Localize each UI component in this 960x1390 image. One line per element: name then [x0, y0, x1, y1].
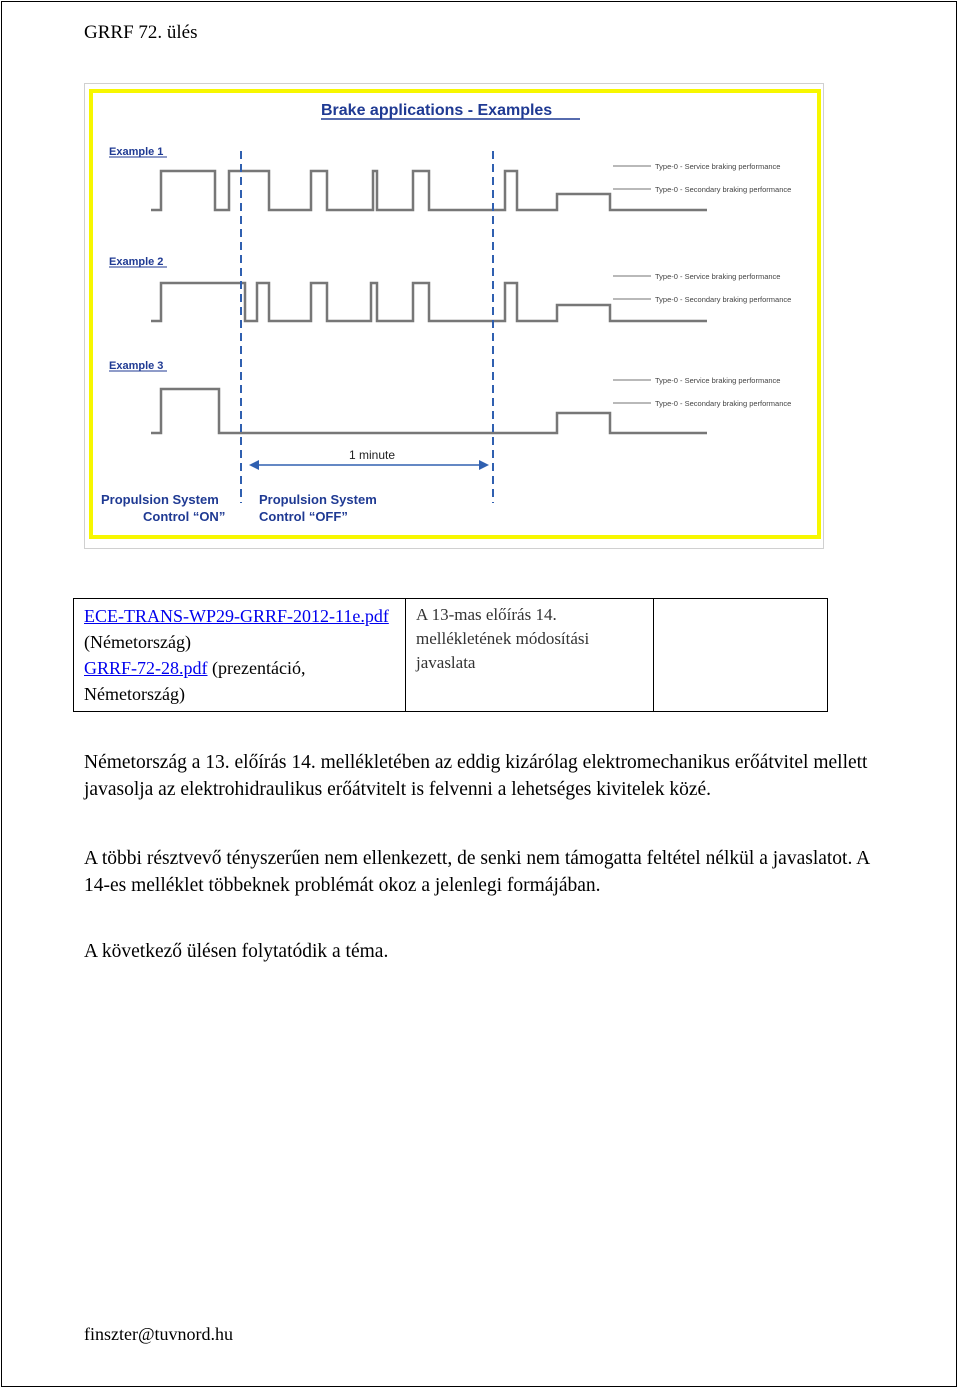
reference-table	[73, 598, 828, 712]
reference-row	[74, 599, 828, 712]
example-2-label: Example 2	[109, 256, 164, 268]
paragraph-3: A következő ülésen folytatódik a téma.	[84, 941, 389, 962]
example-3-signal	[151, 389, 707, 433]
extra-cell	[654, 599, 828, 712]
brake-applications-figure	[84, 83, 824, 549]
propulsion-on-line-2: Control “ON”	[143, 509, 226, 524]
example-3-label: Example 3	[109, 360, 164, 372]
example-3-legend-service: Type-0 - Service braking performance	[655, 376, 781, 385]
example-1-legend-service: Type-0 - Service braking performance	[655, 162, 781, 171]
paragraph-2: A többi résztvevő tényszerűen nem ellenkezett, de senki nem támogatta feltétel nélkül a javaslatot. A 14-es melléklet többeknek problémát okoz a jelenlegi formájában.	[84, 848, 870, 896]
example-1-signal	[151, 171, 707, 210]
footer-email: finszter@tuvnord.hu	[84, 1324, 234, 1344]
doc2-link[interactable]: GRRF-72-28.pdf	[84, 658, 208, 678]
subject-text: A 13-mas előírás 14. mellékletének módosítási javaslata	[416, 605, 590, 672]
propulsion-on-line-1: Propulsion System	[101, 492, 219, 507]
paragraph-1: Németország a 13. előírás 14. mellékletében az eddig kizárólag elektromechanikus erőátvitel mellett javasolja az elektrohidraulikus erőátvitelt is felvenni a lehetséges kivitelek közé.	[84, 752, 868, 800]
example-2-signal	[151, 283, 707, 321]
propulsion-off-line-2: Control “OFF”	[259, 509, 348, 524]
page-header: GRRF 72. ülés	[84, 22, 198, 43]
figure-frame	[89, 89, 821, 539]
doc1-link[interactable]: ECE-TRANS-WP29-GRRF-2012-11e.pdf	[84, 606, 389, 626]
subject-cell	[406, 599, 654, 712]
example-2-legend-secondary: Type-0 - Secondary braking performance	[655, 295, 792, 304]
figure-title: Brake applications - Examples	[321, 102, 553, 119]
propulsion-off-line-1: Propulsion System	[259, 492, 377, 507]
example-1-legend-secondary: Type-0 - Secondary braking performance	[655, 185, 792, 194]
example-3-legend-secondary: Type-0 - Secondary braking performance	[655, 399, 792, 408]
example-2-legend-service: Type-0 - Service braking performance	[655, 272, 781, 281]
example-1-label: Example 1	[109, 146, 164, 158]
one-minute-label: 1 minute	[349, 448, 396, 462]
reference-documents-cell	[74, 599, 406, 712]
doc2-note: (prezentáció, Németország)	[84, 658, 306, 704]
doc1-note: (Németország)	[84, 632, 191, 652]
brake-diagram	[93, 93, 817, 535]
